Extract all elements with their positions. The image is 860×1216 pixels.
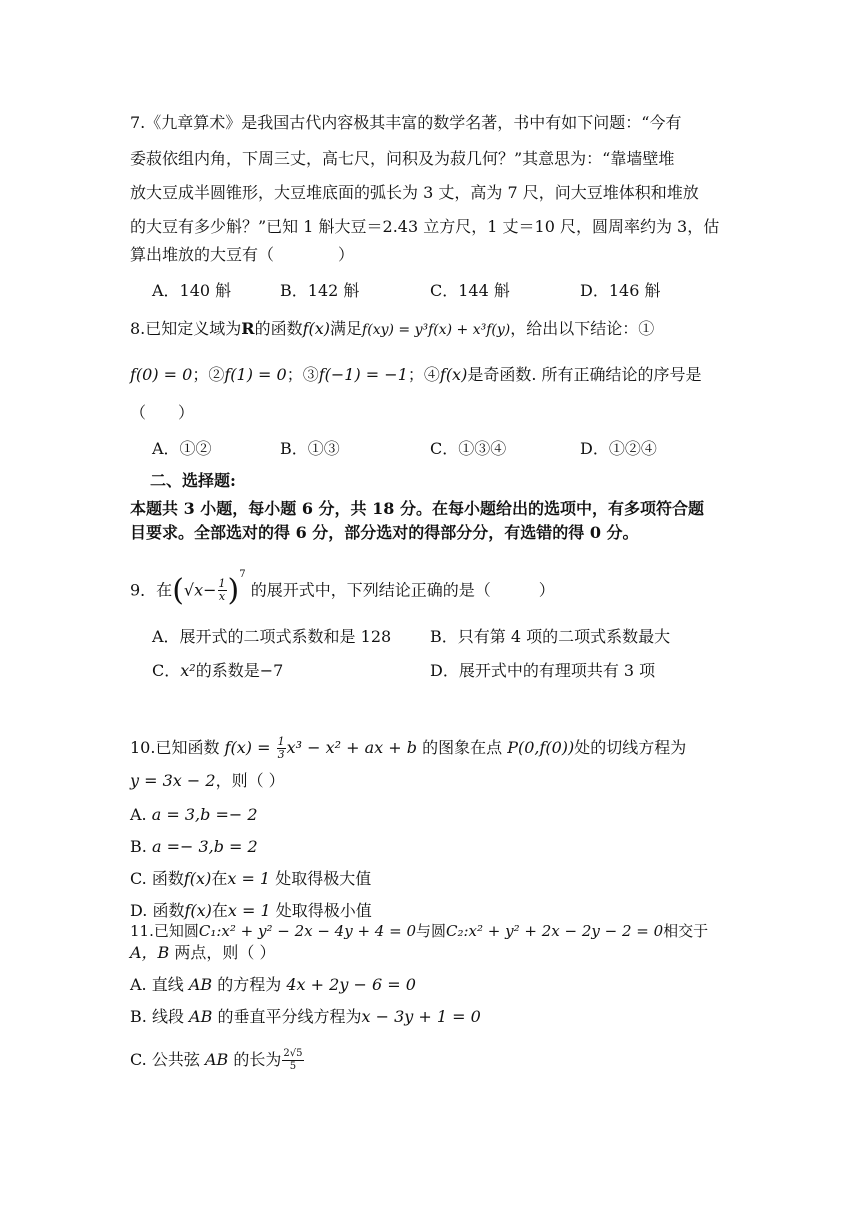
q8-conclusion-3: f(−1) = −1 (318, 365, 408, 384)
q9-frac-num: 1 (218, 577, 226, 591)
q10-option-a (130, 804, 740, 826)
q10-text: 函数 (151, 869, 184, 888)
q8-text: ，给出以下结论：① (510, 319, 655, 338)
q10-text: 处的切线方程为 (574, 738, 687, 757)
q9-sqrt-x: √x (183, 580, 204, 600)
q11-text: 公共弦 (151, 1050, 200, 1069)
q11-math: AB (188, 975, 213, 994)
q11-circle-1: C₁:x² + y² − 2x − 4y + 4 = 0 (198, 922, 416, 940)
q9-option-c (152, 660, 283, 682)
q7-option-d: D．146 斛 (580, 281, 661, 300)
q7-line-1: 7.《九章算术》是我国古代内容极其丰富的数学名著，书中有如下问题：“今有 (130, 113, 682, 132)
q11-line-2 (130, 942, 740, 964)
q10-option-d (130, 900, 740, 922)
q10-line-2 (130, 770, 740, 792)
q11-math: x − 3y + 1 = 0 (361, 1007, 481, 1026)
q10-text: 10.已知函数 (130, 738, 220, 757)
q7-line-5: 算出堆放的大豆有（ ） (130, 245, 355, 264)
q7-option-a: A．140 斛 (152, 281, 232, 300)
q9-option-b: B．只有第 4 项的二项式系数最大 (430, 627, 671, 646)
q10-text: 的图象在点 (422, 738, 503, 757)
q8-option-d: D．①②④ (580, 439, 657, 458)
q8-text: 8.已知定义域为 (130, 319, 242, 338)
q10-math: f(x) (184, 901, 212, 920)
q11-math: AB (204, 1050, 229, 1069)
q8-option-a: A．①② (152, 439, 212, 458)
q10-option-b-math: a =− 3,b = 2 (151, 837, 258, 856)
q11-option-b-label: B. (130, 1007, 147, 1026)
q8-text: 是奇函数. 所有正确结论的序号是 (467, 365, 702, 384)
q11-points: A，B (130, 943, 170, 962)
q8-real-set: R (241, 319, 255, 338)
q8-text: ；③ (286, 365, 319, 384)
q10-text: 在 (211, 901, 228, 920)
q10-option-b-label: B. (130, 837, 147, 856)
q11-line-1 (130, 920, 740, 942)
q9-option-a: A．展开式的二项式系数和是 128 (152, 627, 392, 646)
q10-expr: x³ − x² + ax + b (286, 738, 417, 757)
q9-option-c-text: 的系数是−7 (195, 661, 284, 680)
q11-text: 线段 (151, 1007, 184, 1026)
q7-line-2: 委菽依组内角，下周三丈，高七尺，问积及为菽几何？”其意思为：“靠墙壁堆 (130, 149, 675, 168)
q11-frac-num: 2√5 (283, 1048, 303, 1059)
q10-fx: f(x) = (224, 738, 271, 757)
q8-math-fx: f(x) (302, 319, 331, 338)
q10-text: 处取得极大值 (275, 869, 372, 888)
q10-text: 函数 (152, 901, 185, 920)
q10-point: P(0,f(0)) (507, 738, 575, 757)
q11-circle-2: C₂:x² + y² + 2x − 2y − 2 = 0 (446, 922, 664, 940)
q9-minus: − (203, 580, 217, 600)
section-desc-2: 目要求。全部选对的得 6 分，部分选对的得部分分，有选错的得 0 分。 (130, 523, 639, 542)
q8-conclusion-4: f(x) (439, 365, 468, 384)
q9-option-c-label: C． (152, 661, 181, 680)
q8-equation: f(xy) = y³f(x) + x³f(y) (362, 322, 511, 338)
q8-conclusion-2: f(1) = 0 (224, 365, 287, 384)
section-title: 二、选择题: (150, 471, 236, 490)
q10-text: ，则（ ） (215, 771, 285, 790)
q10-math: x = 1 (227, 901, 271, 920)
q9-option-c-math: x² (180, 661, 196, 680)
q11-text: 11.已知圆 (130, 922, 199, 940)
q11-option-c-fraction (282, 1048, 303, 1073)
q8-option-b: B．①③ (280, 439, 340, 458)
q11-text: 相交于 (663, 922, 709, 940)
q11-option-c-label: C. (130, 1050, 147, 1069)
q11-math: 4x + 2y − 6 = 0 (286, 975, 416, 994)
q10-option-a-label: A. (130, 805, 147, 824)
q9-frac-den: x (218, 590, 226, 604)
q10-option-c-label: C. (130, 869, 147, 888)
q8-option-c: C．①③④ (430, 439, 507, 458)
q7-option-b: B．142 斛 (280, 281, 360, 300)
q11-option-c (130, 1046, 740, 1074)
q8-conclusion-1: f(0) = 0 (130, 365, 193, 384)
q9-stem (130, 570, 740, 608)
q8-text: ；④ (407, 365, 440, 384)
q10-fraction (277, 736, 286, 761)
q9-paren-left: ( (172, 572, 184, 608)
q10-frac-num: 1 (277, 735, 285, 748)
q8-line-2 (130, 364, 740, 386)
q9-text: 的展开式中，下列结论正确的是（ ） (250, 580, 555, 600)
q9-option-d: D．展开式中的有理项共有 3 项 (430, 661, 656, 680)
q10-math: f(x) (183, 869, 212, 888)
section-desc-1: 本题共 3 小题，每小题 6 分，共 18 分。在每小题给出的选项中，有多项符合题 (130, 499, 704, 518)
q11-text: 的长为 (233, 1050, 282, 1069)
q10-frac-den: 3 (277, 748, 285, 761)
q10-text: 在 (211, 869, 228, 888)
q8-text: 的函数 (254, 319, 303, 338)
q8-text: ；② (192, 365, 225, 384)
q10-option-b (130, 836, 740, 858)
q9-text: 9．在 (130, 580, 173, 600)
q8-line-3: （ ） (130, 403, 195, 422)
q10-tangent-eq: y = 3x − 2 (130, 771, 216, 790)
q7-option-c: C．144 斛 (430, 281, 510, 300)
q11-text: 的方程为 (217, 975, 282, 994)
q11-option-a (130, 974, 740, 996)
q10-option-a-math: a = 3,b =− 2 (151, 805, 258, 824)
q11-frac-den: 5 (289, 1061, 297, 1072)
q10-option-c (130, 868, 740, 890)
q9-power: 7 (239, 569, 246, 580)
q11-text: 的垂直平分线方程为 (217, 1007, 362, 1026)
q11-math: AB (189, 1007, 213, 1026)
q7-line-3: 放大豆成半圆锥形，大豆堆底面的弧长为 3 丈，高为 7 尺，问大豆堆体积和堆放 (130, 183, 699, 202)
q8-text: 满足 (330, 319, 363, 338)
q11-option-a-label: A. (130, 975, 147, 994)
q9-fraction (218, 578, 227, 603)
q10-line-1 (130, 734, 740, 762)
q11-text: 与圆 (416, 922, 447, 940)
q11-text: 两点，则（ ） (174, 943, 276, 962)
q11-text: 直线 (151, 975, 184, 994)
q10-text: 处取得极小值 (275, 901, 372, 920)
q9-paren-right: ) (227, 572, 240, 608)
q10-math: x = 1 (227, 869, 271, 888)
q7-line-4: 的大豆有多少斛？”已知 1 斛大豆＝2.43 立方尺，1 丈＝10 尺，圆周率约为 3，估 (130, 217, 720, 236)
q10-option-d-label: D. (130, 901, 148, 920)
q11-option-b (130, 1006, 740, 1028)
q8-line-1 (130, 318, 740, 341)
